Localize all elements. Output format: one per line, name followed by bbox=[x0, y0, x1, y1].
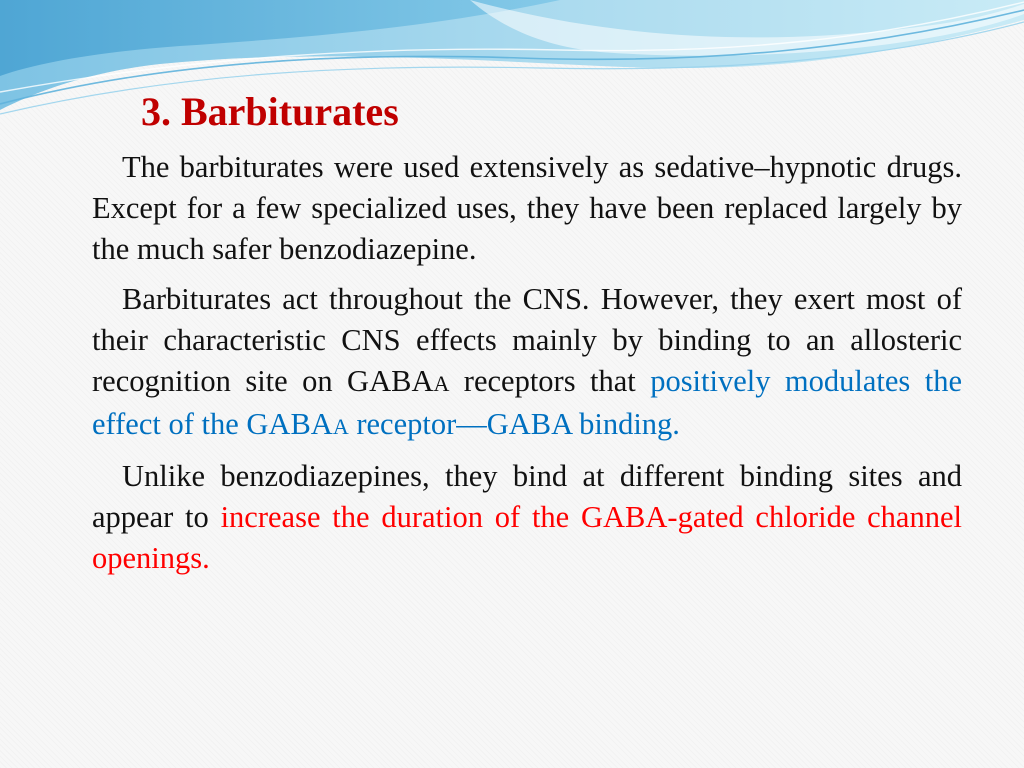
paragraph-barbiturates-mechanism bbox=[92, 279, 962, 447]
paragraph-binding-sites bbox=[92, 456, 962, 579]
highlight-blue-part-1: positively modulates the effect of the GABA bbox=[92, 364, 962, 441]
paragraph-1-text: The barbiturates were used extensively as sedative–hypnotic drugs. Except for a few specialized uses, they have been replaced largely by the much safer benzodiazepine. bbox=[92, 150, 962, 266]
paragraph-3-text: Unlike benzodiazepines, they bind at different binding sites and appear to bbox=[92, 459, 962, 534]
gaba-a-subscript-2: A bbox=[332, 414, 349, 439]
paragraph-barbiturates-history bbox=[92, 147, 962, 270]
slide-title: 3. Barbiturates bbox=[141, 89, 399, 134]
gaba-a-subscript-1: A bbox=[433, 371, 450, 396]
highlight-blue-part-2: receptor—GABA binding. bbox=[348, 407, 680, 441]
paragraph-2-text-part-1: Barbiturates act throughout the CNS. However, they exert most of their characteristic CNS effects mainly by binding to an allosteric recognition site on GABA bbox=[92, 282, 962, 398]
paragraph-2-text-part-2: receptors that bbox=[449, 364, 651, 398]
highlight-chloride-channel: increase the duration of the GABA-gated chloride channel openings. bbox=[92, 500, 962, 575]
slide-body bbox=[92, 147, 962, 588]
